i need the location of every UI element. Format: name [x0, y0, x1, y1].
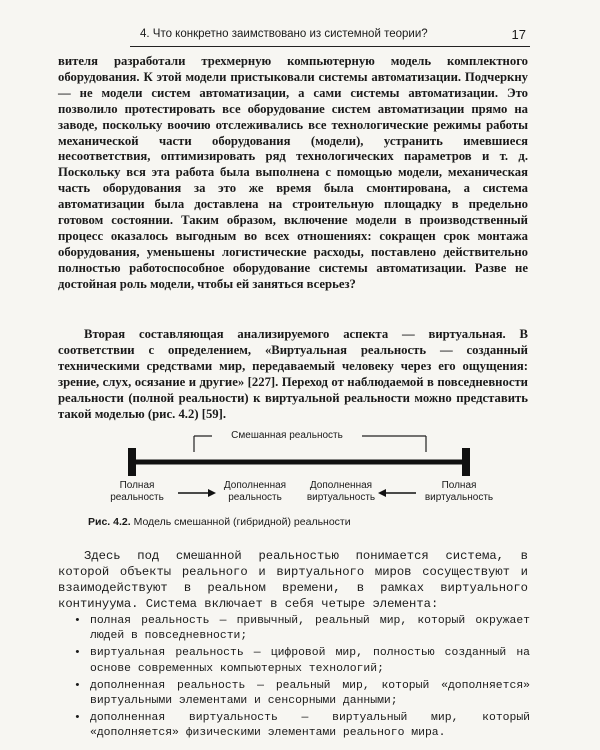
- arrow-right-1-head: [208, 489, 216, 497]
- bullet-list: [74, 614, 530, 744]
- paragraph-text: Здесь под смешанной реальностью понимается система, в которой объекты реального и виртуального миров сосуществуют и взаимодействуют в реальном времени, в рамках виртуального континуума. Система включает в себя четыре элемента:: [58, 549, 528, 611]
- paragraph-3: [58, 548, 528, 612]
- page-number: 17: [511, 27, 526, 42]
- left-end-cap: [128, 448, 136, 476]
- paragraph-1: [58, 54, 528, 293]
- caption-text: Модель смешанной (гибридной) реальности: [133, 516, 351, 528]
- list-item: [74, 646, 530, 676]
- list-item-text: виртуальная реальность — цифровой мир, полностью созданный на основе современных компьютерных технологий;: [90, 647, 530, 675]
- list-item: [74, 679, 530, 709]
- list-item-text: дополненная виртуальность — виртуальный мир, который «дополняется» физическими элементами реального мира.: [90, 712, 530, 740]
- figure-caption: [88, 516, 351, 528]
- list-item: [74, 614, 530, 644]
- mixed-reality-label: Смешанная реальность: [212, 430, 362, 441]
- label-full-reality: Полная реальность: [110, 480, 164, 503]
- bullet-icon: •: [74, 679, 81, 692]
- bullet-icon: •: [74, 647, 81, 660]
- paragraph-text: Вторая составляющая анализируемого аспекта — виртуальная. В соответствии с определением, «Виртуальная реальность — созданный техническими средствами мир, передаваемый человеку через его ощущения: зрение, слух, осязание и другие» [227]. Переход от наблюдаемой в повседневности реальности (полной реальности) к виртуальной реальности можно представить такой моделью (рис. 4.2) [59].: [58, 327, 528, 421]
- label-augmented-virtuality: Дополненная виртуальность: [306, 480, 376, 503]
- list-item-text: полная реальность — привычный, реальный мир, который окружает людей в повседневности;: [90, 615, 530, 643]
- bullet-icon: •: [74, 615, 81, 627]
- bullet-icon: •: [74, 712, 81, 725]
- label-augmented-reality: Дополненная реальность: [223, 480, 287, 503]
- caption-label: Рис. 4.2.: [88, 516, 131, 528]
- paragraph-text: вителя разработали трехмерную компьютерную модель комплектного оборудования. К этой модели пристыковали системы автоматизации. Подчеркну — не модели систем автоматизации, а сами системы автоматизации. Это позволило протестировать все оборудование систем автоматизации прямо на заводе, поскольку воочию отслеживались все технологические режимы работы механической части оборудования (модели), устранить имевшиеся несоответствия, оптимизировать ряд технологических параметров и т. д. Поскольку вся эта работа была выполнена с помощью модели, механическая часть оборудования за это же время была смонтирована, а система автоматизации была доставлена на строительную площадку в предельно готовом состоянии. Таким образом, включение модели в производственный процесс оказалось выгодным во всех отношениях: сокращен срок монтажа оборудования, уменьшены логистические расходы, поставлено действительно полностью работоспособное оборудование системы автоматизации. Разве не достойная роль модели, чтобы ей заняться всерьез?: [58, 54, 528, 291]
- label-full-virtuality: Полная виртуальность: [424, 480, 494, 503]
- list-item-text: дополненная реальность — реальный мир, который «дополняется» виртуальными элементами и сенсорными данными;: [90, 679, 530, 708]
- paragraph-2: [58, 327, 528, 422]
- chapter-title: 4. Что конкретно заимствовано из системной теории?: [140, 28, 428, 40]
- running-header: [130, 24, 530, 47]
- list-item: [74, 711, 530, 741]
- right-end-cap: [462, 448, 470, 476]
